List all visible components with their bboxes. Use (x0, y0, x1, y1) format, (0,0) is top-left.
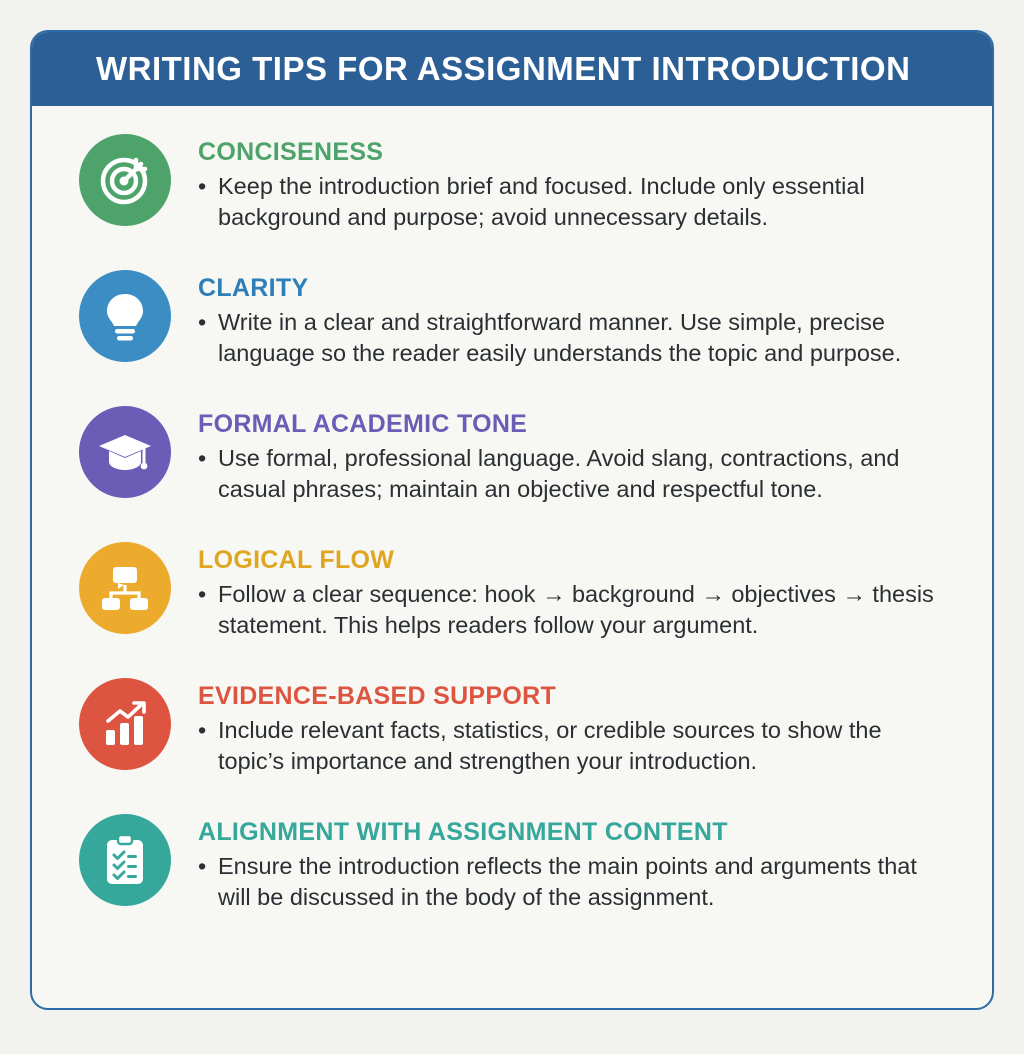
tip-title: EVIDENCE-BASED SUPPORT (198, 682, 557, 710)
tip-body (180, 264, 952, 369)
target-icon (79, 134, 171, 226)
tip-body (180, 128, 952, 233)
list-item (32, 400, 992, 520)
list-item (32, 264, 992, 384)
list-item (32, 808, 992, 928)
tip-title: ALIGNMENT WITH ASSIGNMENT CONTENT (198, 818, 728, 846)
graduation-cap-icon (79, 406, 171, 498)
tip-text: • Use formal, professional language. Avoid slang, contractions, and casual phrases; maintain an objective and respectful tone. (198, 443, 952, 505)
header (32, 32, 992, 106)
bar-chart-growth-icon (79, 678, 171, 770)
icon-wrap (70, 128, 180, 226)
tip-title: CONCISENESS (198, 138, 384, 166)
tip-body (180, 672, 952, 777)
tip-body (180, 808, 952, 913)
tip-title: FORMAL ACADEMIC TONE (198, 410, 528, 438)
tip-text: • Keep the introduction brief and focused. Include only essential background and purpose; avoid unnecessary details. (198, 171, 952, 233)
list-item (32, 672, 992, 792)
icon-wrap (70, 808, 180, 906)
icon-wrap (70, 672, 180, 770)
icon-wrap (70, 536, 180, 634)
page-title: WRITING TIPS FOR ASSIGNMENT INTRODUCTION (96, 50, 911, 87)
checklist-clipboard-icon (79, 814, 171, 906)
list-item (32, 128, 992, 248)
flowchart-icon (79, 542, 171, 634)
list-item (32, 536, 992, 656)
tip-title: LOGICAL FLOW (198, 546, 395, 574)
tip-text: • Write in a clear and straightforward manner. Use simple, precise language so the reader easily understands the topic and purpose. (198, 307, 952, 369)
icon-wrap (70, 264, 180, 362)
tip-body (180, 536, 952, 641)
tip-text: • Follow a clear sequence: hook → background → objectives → thesis statement. This helps readers follow your argument. (198, 579, 952, 641)
lightbulb-icon (79, 270, 171, 362)
tip-body (180, 400, 952, 505)
tip-text: • Include relevant facts, statistics, or credible sources to show the topic’s importance and strengthen your introduction. (198, 715, 952, 777)
tip-text: • Ensure the introduction reflects the main points and arguments that will be discussed in the body of the assignment. (198, 851, 952, 913)
infographic-card (30, 30, 994, 1010)
tip-title: CLARITY (198, 274, 309, 302)
icon-wrap (70, 400, 180, 498)
tips-list (32, 106, 992, 928)
